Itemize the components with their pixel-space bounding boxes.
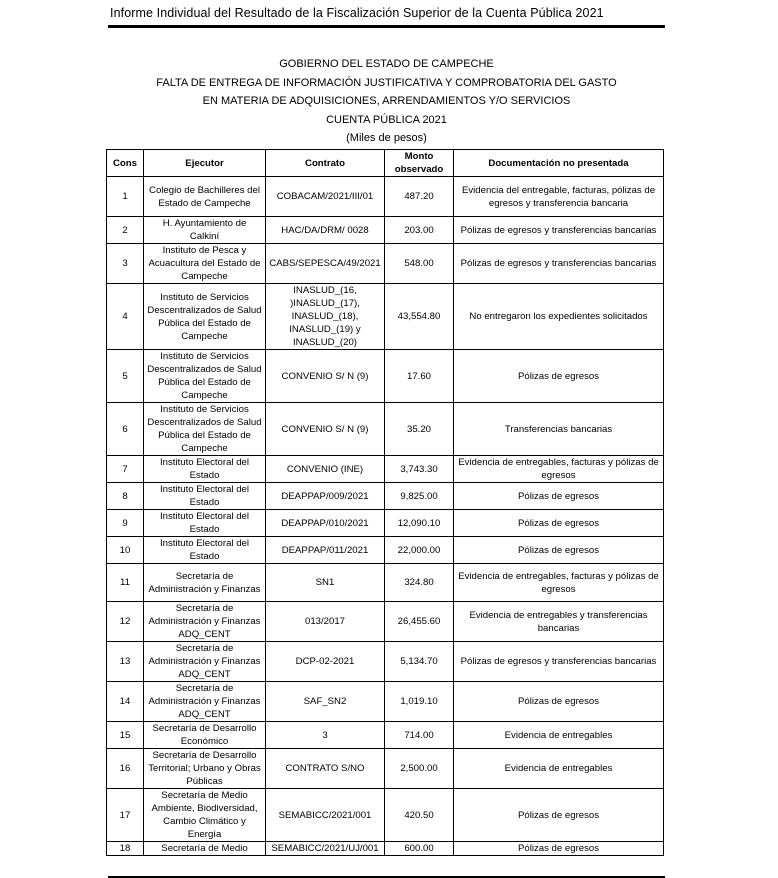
table-row: [107, 682, 664, 722]
cell-contrato: DEAPPAP/009/2021: [266, 483, 385, 510]
table-row: [107, 537, 664, 564]
cell-documentacion: Pólizas de egresos y transferencias bancarias: [454, 642, 664, 682]
table-row: [107, 177, 664, 217]
cell-contrato: SAF_SN2: [266, 682, 385, 722]
title-line: EN MATERIA DE ADQUISICIONES, ARRENDAMIENTOS Y/O SERVICIOS: [202, 95, 571, 107]
cell-ejecutor: Instituto de Servicios Descentralizados de Salud Pública del Estado de Campeche: [144, 403, 266, 456]
table-header-row: [107, 150, 664, 177]
table-row: [107, 564, 664, 602]
cell-cons: 5: [107, 350, 144, 403]
cell-documentacion: Evidencia del entregable, facturas, pólizas de egresos y transferencia bancaria: [454, 177, 664, 217]
title-units: (Miles de pesos): [346, 132, 427, 144]
cell-ejecutor: Secretaría de Medio Ambiente, Biodiversidad, Cambio Climático y Energía: [144, 789, 266, 842]
column-header-ejecutor: Ejecutor: [144, 150, 266, 177]
cell-monto: 5,134.70: [385, 642, 454, 682]
table-row: [107, 642, 664, 682]
cell-ejecutor: Secretaría de Administración y Finanzas ADQ_CENT: [144, 682, 266, 722]
cell-monto: 22,000.00: [385, 537, 454, 564]
cell-ejecutor: Instituto de Servicios Descentralizados de Salud Pública del Estado de Campeche: [144, 284, 266, 350]
cell-cons: 8: [107, 483, 144, 510]
cell-contrato: 013/2017: [266, 602, 385, 642]
cell-ejecutor: Secretaría de Medio: [144, 842, 266, 856]
cell-monto: 26,455.60: [385, 602, 454, 642]
table-row: [107, 749, 664, 789]
cell-cons: 1: [107, 177, 144, 217]
cell-documentacion: Pólizas de egresos: [454, 510, 664, 537]
table-row: [107, 456, 664, 483]
cell-documentacion: Pólizas de egresos: [454, 789, 664, 842]
cell-documentacion: Evidencia de entregables: [454, 722, 664, 749]
cell-documentacion: Pólizas de egresos: [454, 682, 664, 722]
observations-table: [106, 149, 664, 856]
cell-documentacion: Evidencia de entregables, facturas y pólizas de egresos: [454, 456, 664, 483]
cell-cons: 10: [107, 537, 144, 564]
cell-contrato: CONVENIO (INE): [266, 456, 385, 483]
table-row: [107, 722, 664, 749]
cell-documentacion: Pólizas de egresos y transferencias bancarias: [454, 244, 664, 284]
cell-monto: 714.00: [385, 722, 454, 749]
cell-contrato: COBACAM/2021/III/01: [266, 177, 385, 217]
cell-contrato: INASLUD_(16, )INASLUD_(17), INASLUD_(18), INASLUD_(19) y INASLUD_(20): [266, 284, 385, 350]
table-row: [107, 842, 664, 856]
cell-contrato: SEMABICC/2021/UJ/001: [266, 842, 385, 856]
cell-monto: 600.00: [385, 842, 454, 856]
table-row: [107, 510, 664, 537]
cell-monto: 487.20: [385, 177, 454, 217]
cell-ejecutor: Secretaría de Administración y Finanzas ADQ_CENT: [144, 602, 266, 642]
table-row: [107, 244, 664, 284]
cell-documentacion: Pólizas de egresos y transferencias bancarias: [454, 217, 664, 244]
cell-monto: 35.20: [385, 403, 454, 456]
cell-monto: 43,554.80: [385, 284, 454, 350]
cell-monto: 1,019.10: [385, 682, 454, 722]
cell-monto: 324.80: [385, 564, 454, 602]
cell-documentacion: Evidencia de entregables y transferencias bancarias: [454, 602, 664, 642]
cell-monto: 548.00: [385, 244, 454, 284]
cell-contrato: SEMABICC/2021/001: [266, 789, 385, 842]
cell-ejecutor: H. Ayuntamiento de Calkiní: [144, 217, 266, 244]
cell-cons: 12: [107, 602, 144, 642]
cell-documentacion: Transferencias bancarias: [454, 403, 664, 456]
title-line: CUENTA PÚBLICA 2021: [326, 113, 447, 126]
cell-contrato: 3: [266, 722, 385, 749]
table-row: [107, 217, 664, 244]
cell-ejecutor: Secretaría de Administración y Finanzas: [144, 564, 266, 602]
cell-ejecutor: Instituto Electoral del Estado: [144, 537, 266, 564]
cell-cons: 17: [107, 789, 144, 842]
table-row: [107, 284, 664, 350]
header-divider: [108, 25, 665, 28]
cell-contrato: CONTRATO S/NO: [266, 749, 385, 789]
cell-ejecutor: Instituto Electoral del Estado: [144, 510, 266, 537]
cell-ejecutor: Instituto Electoral del Estado: [144, 483, 266, 510]
column-header-documentacion: Documentación no presentada: [454, 150, 664, 177]
cell-documentacion: Pólizas de egresos: [454, 842, 664, 856]
cell-contrato: DEAPPAP/011/2021: [266, 537, 385, 564]
cell-monto: 203.00: [385, 217, 454, 244]
title-line: GOBIERNO DEL ESTADO DE CAMPECHE: [279, 58, 494, 70]
cell-cons: 6: [107, 403, 144, 456]
table-row: [107, 350, 664, 403]
cell-monto: 2,500.00: [385, 749, 454, 789]
cell-monto: 3,743.30: [385, 456, 454, 483]
cell-contrato: DEAPPAP/010/2021: [266, 510, 385, 537]
cell-cons: 14: [107, 682, 144, 722]
cell-ejecutor: Instituto de Pesca y Acuacultura del Estado de Campeche: [144, 244, 266, 284]
cell-cons: 13: [107, 642, 144, 682]
cell-monto: 420.50: [385, 789, 454, 842]
table-row: [107, 602, 664, 642]
cell-cons: 2: [107, 217, 144, 244]
table-row: [107, 789, 664, 842]
table-row: [107, 403, 664, 456]
cell-cons: 3: [107, 244, 144, 284]
cell-cons: 16: [107, 749, 144, 789]
title-line: FALTA DE ENTREGA DE INFORMACIÓN JUSTIFICATIVA Y COMPROBATORIA DEL GASTO: [156, 76, 617, 89]
cell-ejecutor: Instituto de Servicios Descentralizados de Salud Pública del Estado de Campeche: [144, 350, 266, 403]
cell-contrato: CONVENIO S/ N (9): [266, 403, 385, 456]
cell-cons: 11: [107, 564, 144, 602]
cell-documentacion: Pólizas de egresos: [454, 537, 664, 564]
cell-monto: 12,090.10: [385, 510, 454, 537]
cell-contrato: CABS/SEPESCA/49/2021: [266, 244, 385, 284]
column-header-cons: Cons: [107, 150, 144, 177]
column-header-contrato: Contrato: [266, 150, 385, 177]
cell-contrato: CONVENIO S/ N (9): [266, 350, 385, 403]
cell-ejecutor: Secretaría de Desarrollo Territorial; Urbano y Obras Públicas: [144, 749, 266, 789]
cell-documentacion: Pólizas de egresos: [454, 483, 664, 510]
cell-cons: 15: [107, 722, 144, 749]
cell-cons: 9: [107, 510, 144, 537]
report-title-block: [108, 55, 665, 148]
cell-monto: 9,825.00: [385, 483, 454, 510]
cell-ejecutor: Secretaría de Administración y Finanzas ADQ_CENT: [144, 642, 266, 682]
table-row: [107, 483, 664, 510]
cell-ejecutor: Secretaría de Desarrollo Económico: [144, 722, 266, 749]
cell-cons: 18: [107, 842, 144, 856]
cell-monto: 17.60: [385, 350, 454, 403]
cell-documentacion: No entregaron los expedientes solicitados: [454, 284, 664, 350]
cell-cons: 4: [107, 284, 144, 350]
cell-contrato: HAC/DA/DRM/ 0028: [266, 217, 385, 244]
cell-ejecutor: Instituto Electoral del Estado: [144, 456, 266, 483]
running-header-title: Informe Individual del Resultado de la Fiscalización Superior de la Cuenta Pública 2021: [110, 6, 604, 20]
cell-documentacion: Pólizas de egresos: [454, 350, 664, 403]
cell-documentacion: Evidencia de entregables, facturas y pólizas de egresos: [454, 564, 664, 602]
column-header-monto: Monto observado: [385, 150, 454, 177]
cell-contrato: SN1: [266, 564, 385, 602]
cell-cons: 7: [107, 456, 144, 483]
cell-ejecutor: Colegio de Bachilleres del Estado de Campeche: [144, 177, 266, 217]
cell-documentacion: Evidencia de entregables: [454, 749, 664, 789]
cell-contrato: DCP-02-2021: [266, 642, 385, 682]
